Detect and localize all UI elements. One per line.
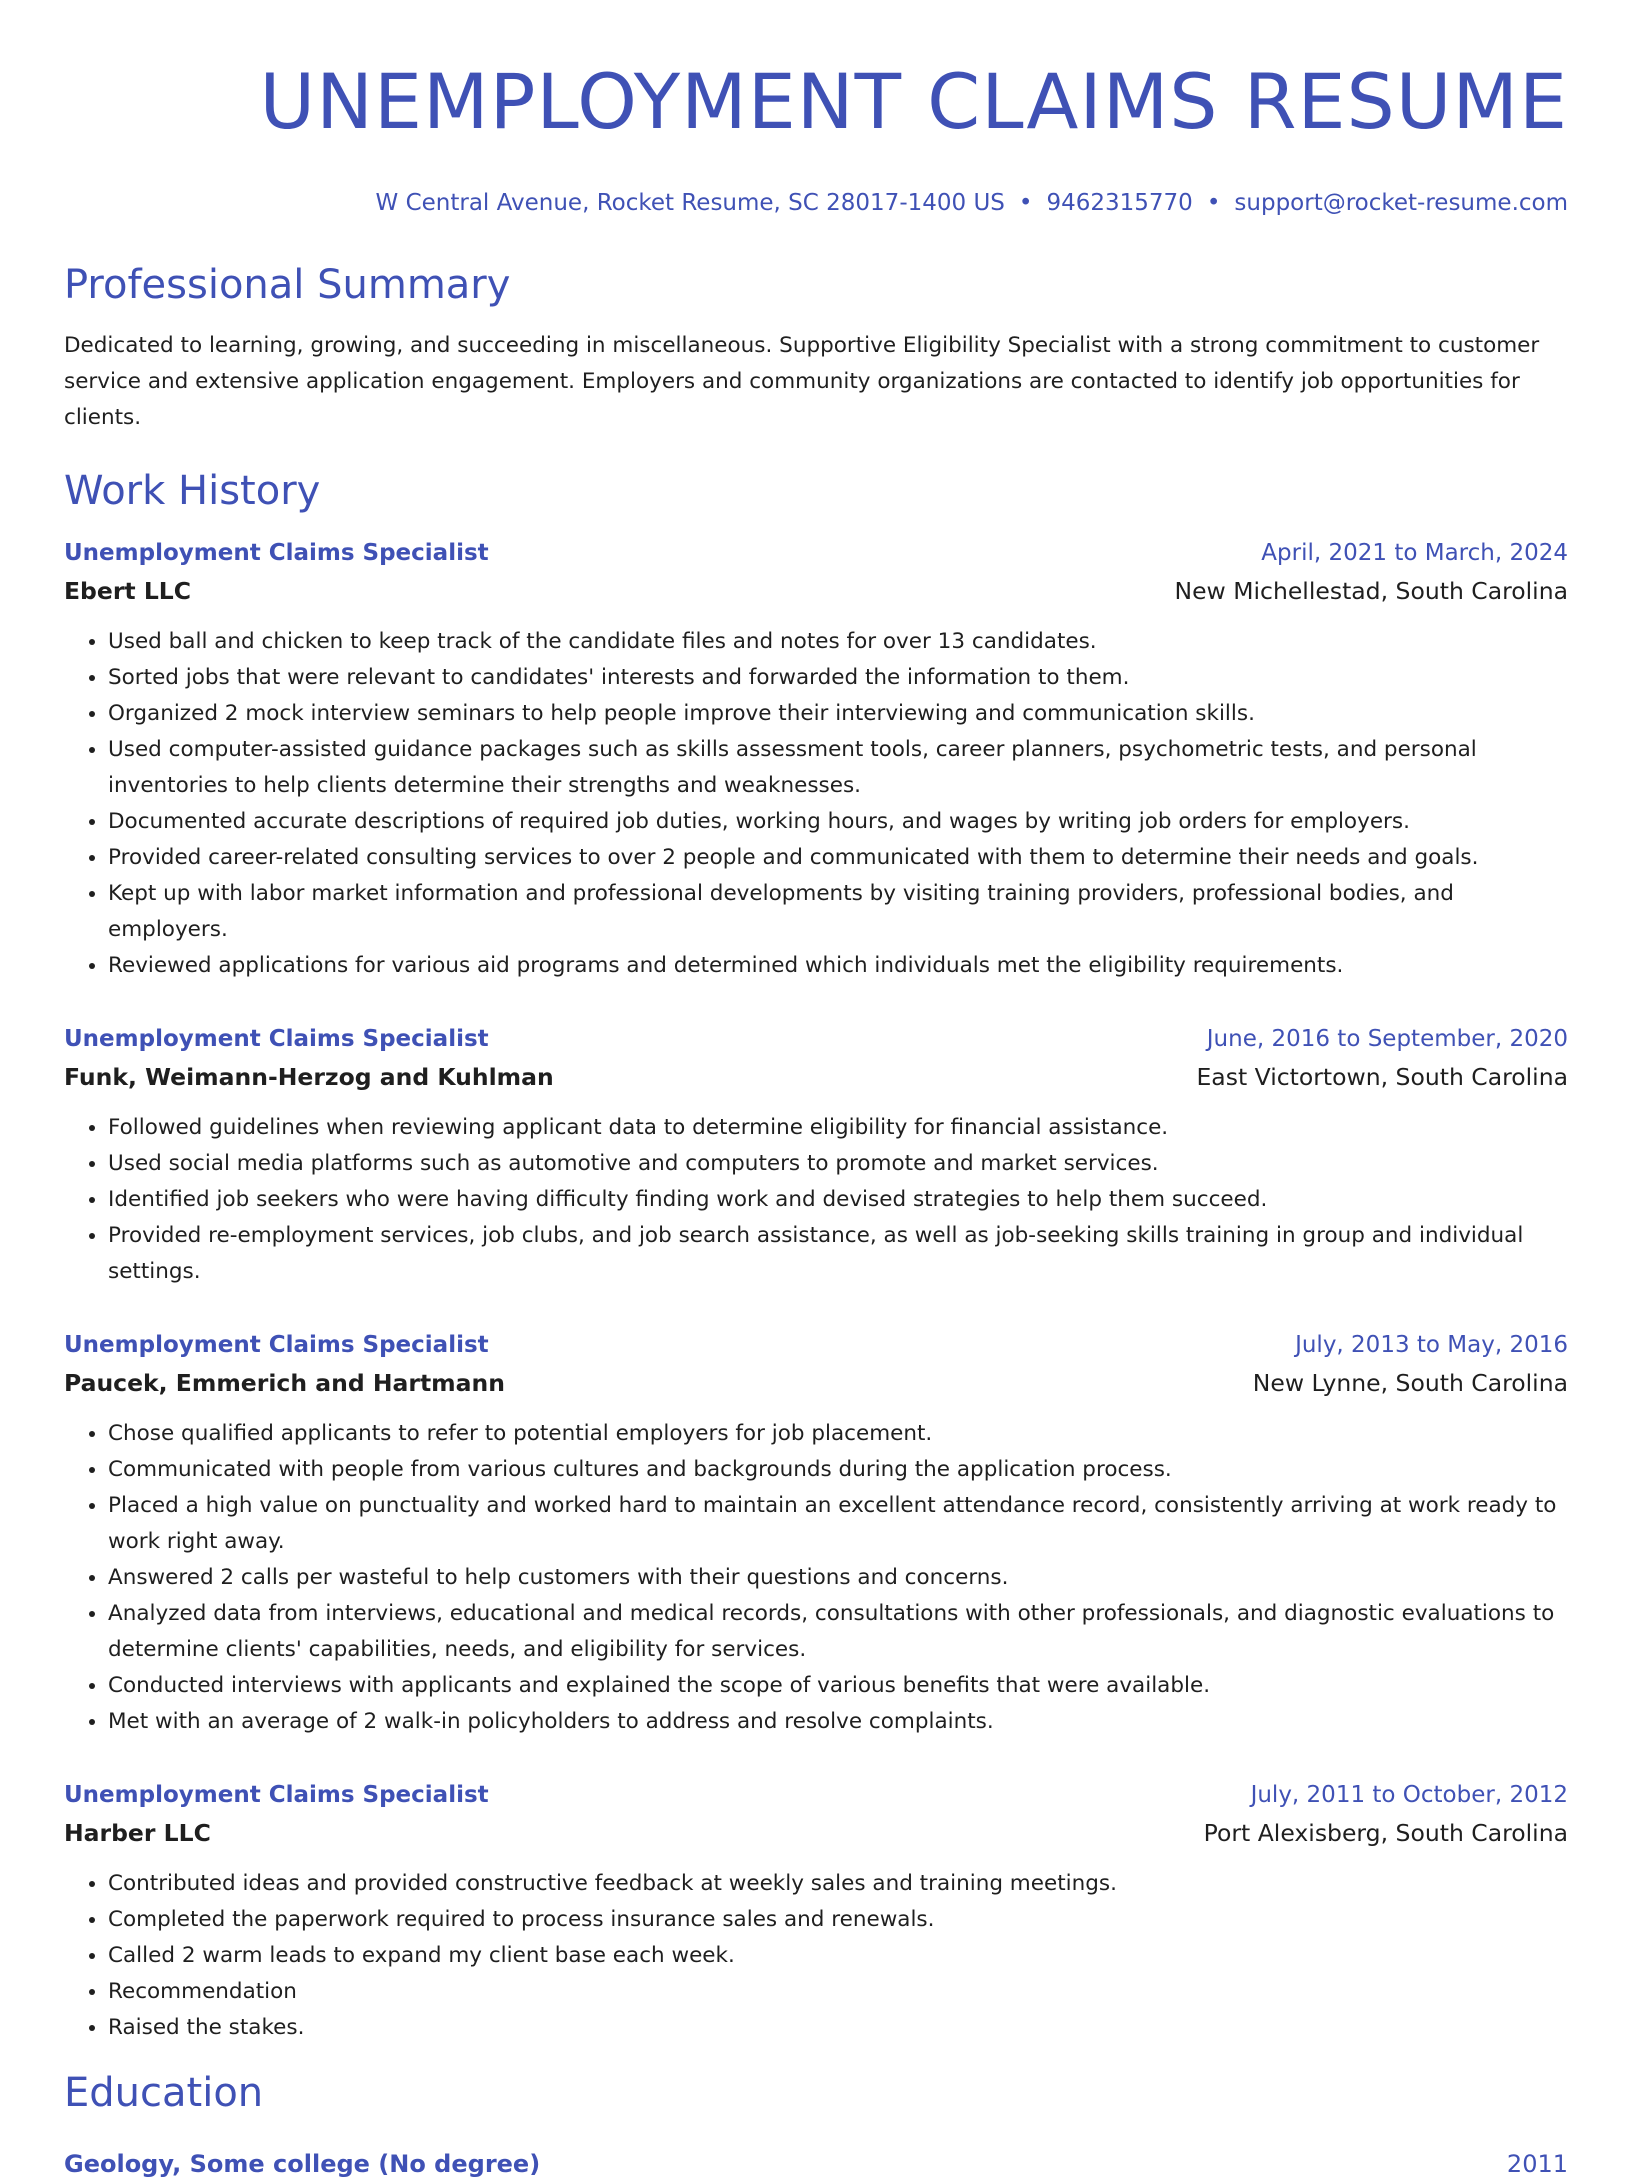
job-bullet: • Conducted interviews with applicants and explained the scope of various benefits that were available. <box>108 1668 1568 1704</box>
job-list <box>64 534 1568 2046</box>
job-bullet: • Completed the paperwork required to process insurance sales and renewals. <box>108 1902 1568 1938</box>
contact-line <box>64 188 1568 218</box>
address: W Central Avenue, Rocket Resume, SC 28017-1400 US <box>375 190 1005 216</box>
education-degree: Geology, Some college (No degree) <box>64 2150 541 2178</box>
education-entry <box>64 2146 1568 2182</box>
job-bullet: • Sorted jobs that were relevant to candidates' interests and forwarded the information to them. <box>108 660 1568 696</box>
job-bullet: • Contributed ideas and provided constructive feedback at weekly sales and training meetings. <box>108 1866 1568 1902</box>
job-company: Harber LLC <box>64 1819 211 1847</box>
job-title: Unemployment Claims Specialist <box>64 540 489 566</box>
job-bullet: • Reviewed applications for various aid programs and determined which individuals met the eligibility requirements. <box>108 948 1568 984</box>
job-dates: July, 2013 to May, 2016 <box>1295 1332 1568 1358</box>
job-bullet-list <box>64 1866 1568 2046</box>
job-bullet: • Communicated with people from various cultures and backgrounds during the application process. <box>108 1452 1568 1488</box>
job-bullet: • Identified job seekers who were having difficulty finding work and devised strategies to help them succeed. <box>108 1182 1568 1218</box>
job-location: Port Alexisberg, South Carolina <box>1203 1819 1568 1847</box>
job-entry <box>64 534 1568 984</box>
job-bullet: • Followed guidelines when reviewing applicant data to determine eligibility for financial assistance. <box>108 1110 1568 1146</box>
job-dates: July, 2011 to October, 2012 <box>1250 1782 1568 1808</box>
job-title-row <box>64 1776 1568 1814</box>
job-company-row <box>64 1058 1568 1096</box>
summary-heading: Professional Summary <box>64 262 511 308</box>
job-bullet: • Called 2 warm leads to expand my client base each week. <box>108 1938 1568 1974</box>
job-bullet: • Used social media platforms such as automotive and computers to promote and market services. <box>108 1146 1568 1182</box>
job-bullet-list <box>64 1110 1568 1290</box>
contact-separator: • <box>1206 190 1221 216</box>
job-company: Funk, Weimann-Herzog and Kuhlman <box>64 1063 554 1091</box>
job-location: New Lynne, South Carolina <box>1252 1369 1568 1397</box>
job-bullet-list <box>64 1416 1568 1740</box>
job-bullet: • Met with an average of 2 walk-in policyholders to address and resolve complaints. <box>108 1704 1568 1740</box>
summary-text: Dedicated to learning, growing, and succeeding in miscellaneous. Supportive Eligibility Specialist with a strong commitment to customer service and extensive application engagement. Employers and community organizations are contacted to identify job opportunities for clients. <box>64 333 1540 430</box>
job-bullet: • Kept up with labor market information and professional developments by visiting training providers, professional bodies, and employers. <box>108 876 1568 948</box>
job-company-row <box>64 1364 1568 1402</box>
job-company-row <box>64 572 1568 610</box>
job-bullet: • Provided re-employment services, job clubs, and job search assistance, as well as job-seeking skills training in group and individual settings. <box>108 1218 1568 1290</box>
job-company-row <box>64 1814 1568 1852</box>
job-bullet: • Used computer-assisted guidance packages such as skills assessment tools, career planners, psychometric tests, and personal inventories to help clients determine their strengths and weaknesses. <box>108 732 1568 804</box>
job-entry <box>64 1776 1568 2046</box>
job-bullet: • Chose qualified applicants to refer to potential employers for job placement. <box>108 1416 1568 1452</box>
job-bullet: • Analyzed data from interviews, educational and medical records, consultations with other professionals, and diagnostic evaluations to determine clients' capabilities, needs, and eligibility for services. <box>108 1596 1568 1668</box>
job-entry <box>64 1020 1568 1290</box>
job-title: Unemployment Claims Specialist <box>64 1332 489 1358</box>
resume-title: UNEMPLOYMENT CLAIMS RESUME <box>259 57 1568 146</box>
job-title-row <box>64 534 1568 572</box>
job-bullet: • Answered 2 calls per wasteful to help customers with their questions and concerns. <box>108 1560 1568 1596</box>
job-bullet-list <box>64 624 1568 984</box>
job-dates: June, 2016 to September, 2020 <box>1206 1026 1568 1052</box>
job-location: East Victortown, South Carolina <box>1196 1063 1568 1091</box>
job-title: Unemployment Claims Specialist <box>64 1026 489 1052</box>
education-year: 2011 <box>1506 2150 1568 2178</box>
phone: 9462315770 <box>1046 190 1193 216</box>
job-entry <box>64 1326 1568 1740</box>
job-location: New Michellestad, South Carolina <box>1174 577 1568 605</box>
education-heading: Education <box>64 2070 264 2116</box>
job-company: Paucek, Emmerich and Hartmann <box>64 1369 505 1397</box>
job-bullet: • Provided career-related consulting services to over 2 people and communicated with them to determine their needs and goals. <box>108 840 1568 876</box>
work-history-heading: Work History <box>64 468 321 514</box>
job-bullet: • Documented accurate descriptions of required job duties, working hours, and wages by writing job orders for employers. <box>108 804 1568 840</box>
job-title-row <box>64 1020 1568 1058</box>
job-bullet: • Used ball and chicken to keep track of the candidate files and notes for over 13 candidates. <box>108 624 1568 660</box>
job-bullet: • Recommendation <box>108 1974 1568 2010</box>
email-link[interactable]: support@rocket-resume.com <box>1234 190 1568 216</box>
job-dates: April, 2021 to March, 2024 <box>1261 540 1568 566</box>
job-bullet: • Placed a high value on punctuality and worked hard to maintain an excellent attendance record, consistently arriving at work ready to work right away. <box>108 1488 1568 1560</box>
job-bullet: • Organized 2 mock interview seminars to help people improve their interviewing and communication skills. <box>108 696 1568 732</box>
contact-separator: • <box>1018 190 1033 216</box>
job-bullet: • Raised the stakes. <box>108 2010 1568 2046</box>
job-title-row <box>64 1326 1568 1364</box>
job-title: Unemployment Claims Specialist <box>64 1782 489 1808</box>
job-company: Ebert LLC <box>64 577 192 605</box>
